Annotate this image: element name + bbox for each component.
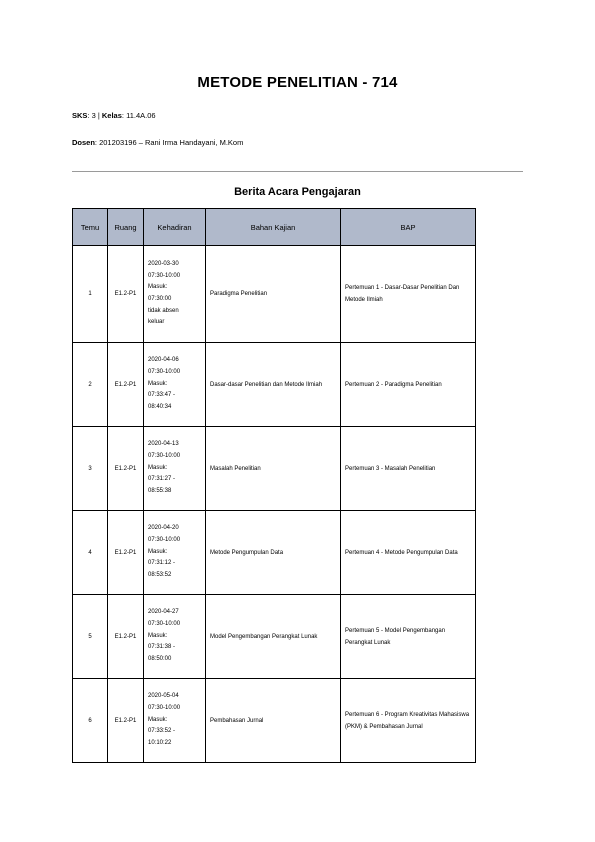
cell-bap: Pertemuan 5 - Model Pengembangan Perangkat Lunak — [341, 595, 476, 679]
cell-temu: 2 — [73, 343, 108, 427]
cell-kehadiran: 2020-04-27 07:30-10:00 Masuk: 07:31:38 - 08:50:00 — [144, 595, 206, 679]
dosen-value: : 201203196 – Rani Irma Handayani, M.Kom — [94, 138, 244, 147]
header-bahan-kajian: Bahan Kajian — [206, 209, 341, 246]
cell-ruang: E1.2-P1 — [108, 679, 144, 763]
table-row — [73, 343, 476, 427]
cell-kehadiran: 2020-04-13 07:30-10:00 Masuk: 07:31:27 - 08:55:38 — [144, 427, 206, 511]
cell-ruang: E1.2-P1 — [108, 343, 144, 427]
teaching-record-table — [72, 208, 476, 763]
cell-bahan-kajian: Dasar-dasar Penelitian dan Metode Ilmiah — [206, 343, 341, 427]
cell-temu: 6 — [73, 679, 108, 763]
sks-value: : 3 | — [87, 111, 102, 120]
cell-kehadiran: 2020-03-30 07:30-10:00 Masuk: 07:30:00 tidak absen keluar — [144, 246, 206, 343]
cell-temu: 3 — [73, 427, 108, 511]
cell-kehadiran: 2020-04-06 07:30-10:00 Masuk: 07:33:47 - 08:40:34 — [144, 343, 206, 427]
cell-bahan-kajian: Masalah Penelitian — [206, 427, 341, 511]
cell-ruang: E1.2-P1 — [108, 427, 144, 511]
cell-bap: Pertemuan 3 - Masalah Penelitian — [341, 427, 476, 511]
dosen-label: Dosen — [72, 138, 95, 147]
cell-kehadiran: 2020-04-20 07:30-10:00 Masuk: 07:31:12 - 08:53:52 — [144, 511, 206, 595]
course-title: METODE PENELITIAN - 714 — [197, 74, 398, 91]
table-row — [73, 679, 476, 763]
course-info-line — [72, 111, 156, 120]
section-title: Berita Acara Pengajaran — [234, 186, 361, 198]
cell-ruang: E1.2-P1 — [108, 511, 144, 595]
table-row — [73, 427, 476, 511]
kelas-value: : 11.4A.06 — [121, 111, 156, 120]
cell-temu: 4 — [73, 511, 108, 595]
cell-ruang: E1.2-P1 — [108, 246, 144, 343]
header-ruang: Ruang — [108, 209, 144, 246]
header-bap: BAP — [341, 209, 476, 246]
divider — [72, 171, 523, 172]
header-temu: Temu — [73, 209, 108, 246]
cell-bahan-kajian: Metode Pengumpulan Data — [206, 511, 341, 595]
cell-temu: 1 — [73, 246, 108, 343]
cell-bap: Pertemuan 1 - Dasar-Dasar Penelitian Dan Metode Ilmiah — [341, 246, 476, 343]
cell-bap: Pertemuan 2 - Paradigma Penelitian — [341, 343, 476, 427]
table-header-row — [73, 209, 476, 246]
cell-bahan-kajian: Paradigma Penelitian — [206, 246, 341, 343]
cell-bap: Pertemuan 4 - Metode Pengumpulan Data — [341, 511, 476, 595]
table-row — [73, 595, 476, 679]
sks-label: SKS — [72, 111, 88, 120]
header-kehadiran: Kehadiran — [144, 209, 206, 246]
cell-bahan-kajian: Model Pengembangan Perangkat Lunak — [206, 595, 341, 679]
cell-bahan-kajian: Pembahasan Jurnal — [206, 679, 341, 763]
cell-kehadiran: 2020-05-04 07:30-10:00 Masuk: 07:33:52 - 10:10:22 — [144, 679, 206, 763]
cell-bap: Pertemuan 6 - Program Kreativitas Mahasiswa (PKM) & Pembahasan Jurnal — [341, 679, 476, 763]
cell-ruang: E1.2-P1 — [108, 595, 144, 679]
table-row — [73, 511, 476, 595]
lecturer-line — [72, 138, 243, 147]
cell-temu: 5 — [73, 595, 108, 679]
table-row — [73, 246, 476, 343]
kelas-label: Kelas — [101, 111, 122, 120]
